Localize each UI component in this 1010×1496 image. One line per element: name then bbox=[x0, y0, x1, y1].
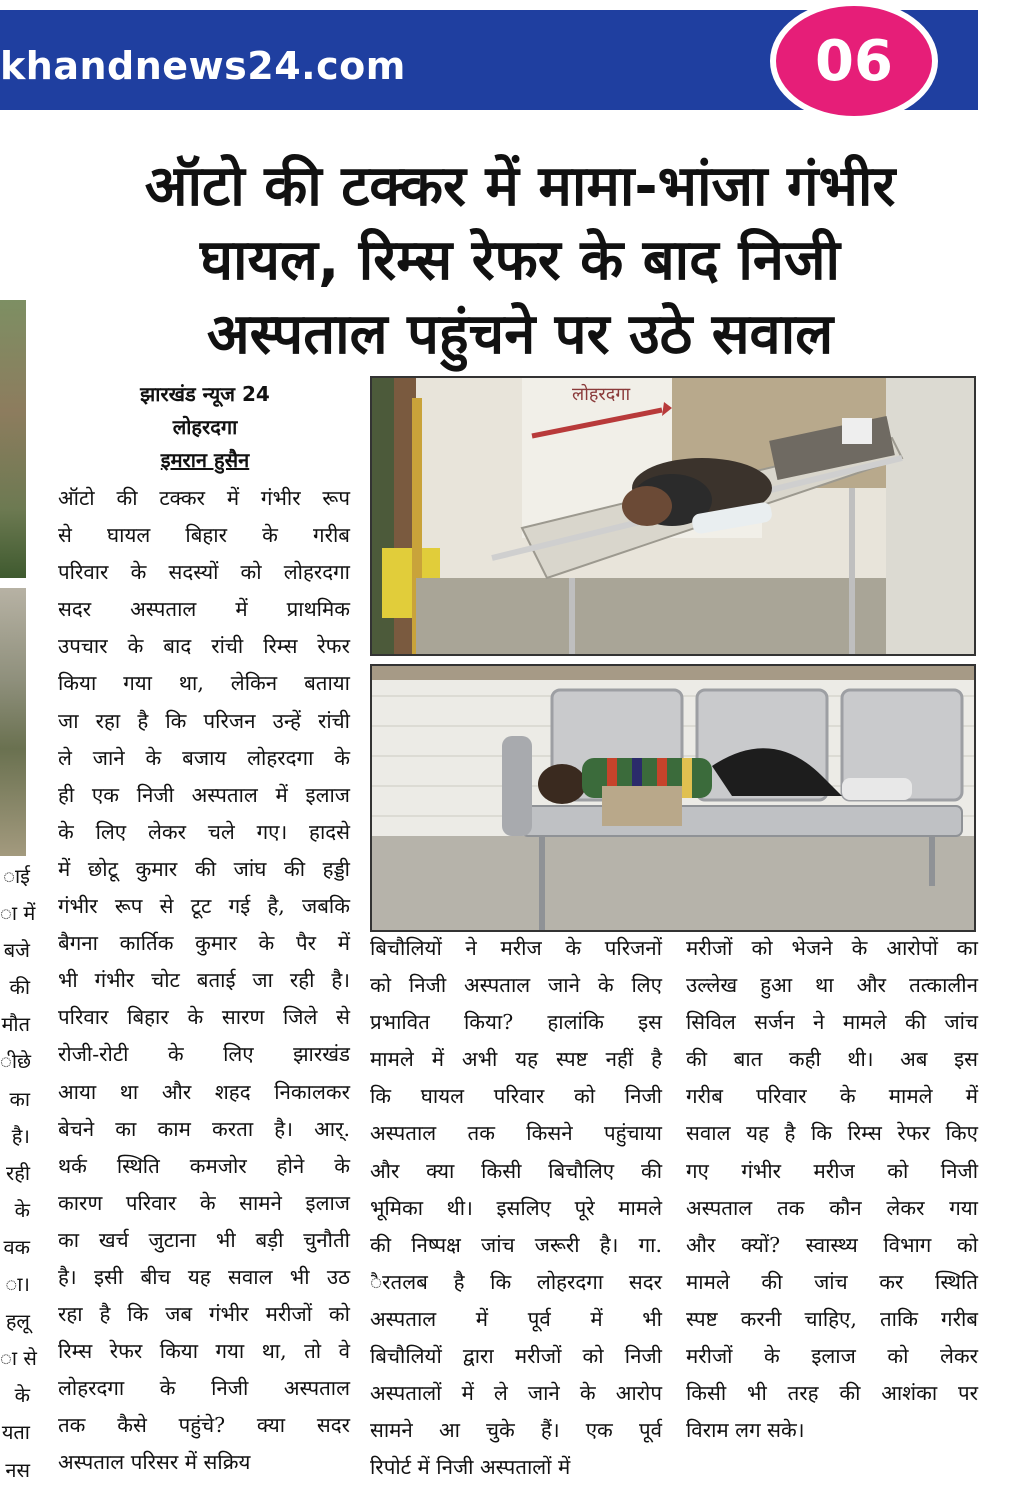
article-line: से घायल बिहार के गरीब bbox=[58, 523, 350, 548]
photo-bench bbox=[370, 664, 976, 932]
headline bbox=[60, 150, 980, 372]
cropped-line: नस bbox=[5, 1457, 30, 1482]
article-line: गंभीर रूप से टूट गई है, जबकि bbox=[58, 894, 350, 919]
article-line: अस्पताल परिसर में सक्रिय bbox=[58, 1450, 251, 1475]
article-line: किसी भी तरह की आशंका पर bbox=[686, 1381, 978, 1406]
cropped-line: रही bbox=[6, 1160, 30, 1185]
cropped-line: ीछे bbox=[0, 1049, 32, 1074]
article-line: मरीजों को भेजने के आरोपों का bbox=[686, 936, 978, 960]
article-column-1 bbox=[58, 480, 350, 1482]
article-line: ले जाने के बजाय लोहरदगा के bbox=[58, 745, 350, 770]
article-line: उल्लेख हुआ था और तत्कालीन bbox=[686, 973, 978, 998]
cropped-line: का bbox=[9, 1086, 30, 1111]
cropped-photo-top bbox=[0, 300, 26, 578]
article-line: की बात कही थी। अब इस bbox=[686, 1047, 978, 1072]
article-line: मरीजों के इलाज को लेकर bbox=[686, 1344, 978, 1369]
article-line: कारण परिवार के सामने इलाज bbox=[58, 1190, 350, 1215]
cropped-line: के bbox=[14, 1383, 30, 1408]
article-line: तक कैसे पहुंचे? क्या सदर bbox=[58, 1413, 350, 1438]
article-line: आया था और शहद निकालकर bbox=[58, 1079, 350, 1104]
cropped-line: है। bbox=[11, 1123, 30, 1148]
byline-author: इमरान हुसैन bbox=[160, 448, 250, 472]
article-line: में छोटू कुमार की जांघ की हड्डी bbox=[58, 856, 350, 881]
cropped-line: ा। bbox=[5, 1272, 30, 1297]
article-line: अस्पताल में पूर्व में भी bbox=[370, 1306, 662, 1331]
article-line: ऑटो की टक्कर में गंभीर रूप bbox=[58, 486, 350, 510]
page-number-badge: 06 bbox=[770, 0, 938, 122]
cropped-line: मौत bbox=[1, 1012, 30, 1037]
article-line: प्रभावित किया? हालांकि इस bbox=[370, 1010, 662, 1035]
article-line: लोहरदगा के निजी अस्पताल bbox=[58, 1376, 350, 1401]
cropped-neighbour-text bbox=[0, 858, 37, 1489]
article-line: गए गंभीर मरीज को निजी bbox=[686, 1158, 978, 1183]
article-line: परिवार बिहार के सारण जिले से bbox=[58, 1005, 350, 1030]
byline-agency: झारखंड न्यूज 24 bbox=[140, 382, 270, 406]
article-line: किया गया था, लेकिन बताया bbox=[58, 671, 350, 696]
article-line: ही एक निजी अस्पताल में इलाज bbox=[58, 782, 350, 807]
cropped-line: ा से bbox=[0, 1346, 37, 1371]
cropped-line: यता bbox=[1, 1420, 30, 1445]
headline-line: अस्पताल पहुंचने पर उठे सवाल bbox=[206, 302, 834, 367]
article-line: और क्या किसी बिचौलिए की bbox=[370, 1158, 662, 1183]
article-column-2 bbox=[370, 930, 662, 1486]
article-line: अस्पतालों में ले जाने के आरोप bbox=[370, 1381, 662, 1406]
cropped-line: वक bbox=[3, 1234, 30, 1259]
article-line: की निष्पक्ष जांच जरूरी है। गा. bbox=[370, 1232, 662, 1257]
cropped-line: की bbox=[9, 975, 30, 1000]
article-line: गरीब परिवार के मामले में bbox=[686, 1084, 978, 1109]
article-line: को निजी अस्पताल जाने के लिए bbox=[370, 973, 662, 998]
article-line: सामने आ चुके हैं। एक पूर्व bbox=[370, 1418, 662, 1443]
cropped-line: ा में bbox=[0, 901, 36, 926]
article-line: रोजी-रोटी के लिए झारखंड bbox=[58, 1042, 350, 1067]
article-line: अस्पताल तक किसने पहुंचाया bbox=[370, 1121, 662, 1146]
article-line: थर्क स्थिति कमजोर होने के bbox=[58, 1153, 350, 1178]
cropped-line: ाई bbox=[3, 864, 30, 888]
article-line: ैरतलब है कि लोहरदगा सदर bbox=[370, 1269, 662, 1294]
article-line: का खर्च जुटाना भी बड़ी चुनौती bbox=[58, 1227, 350, 1252]
article-line: रिम्स रेफर किया गया था, तो वे bbox=[58, 1339, 350, 1364]
article-line: के लिए लेकर चले गए। हादसे bbox=[58, 819, 350, 844]
article-line: रहा है कि जब गंभीर मरीजों को bbox=[58, 1302, 350, 1327]
article-line: सवाल यह है कि रिम्स रेफर किए bbox=[686, 1121, 978, 1146]
article-line: है। इसी बीच यह सवाल भी उठ bbox=[58, 1264, 350, 1289]
headline-line: घायल, रिम्स रेफर के बाद निजी bbox=[199, 228, 841, 293]
byline bbox=[60, 378, 350, 477]
article-line: सदर अस्पताल में प्राथमिक bbox=[58, 597, 350, 622]
article-line: परिवार के सदस्यों को लोहरदगा bbox=[58, 560, 350, 585]
article-line: विराम लग सके। bbox=[686, 1418, 805, 1443]
article-line: जा रहा है कि परिजन उन्हें रांची bbox=[58, 708, 350, 733]
cropped-photo-bottom bbox=[0, 588, 26, 856]
article-line: उपचार के बाद रांची रिम्स रेफर bbox=[58, 634, 350, 659]
sign-text: लोहरदगा bbox=[572, 384, 631, 405]
cropped-line: हलू bbox=[5, 1309, 30, 1334]
article-line: कि घायल परिवार को निजी bbox=[370, 1084, 662, 1109]
article-line: बिचौलियों ने मरीज के परिजनों bbox=[370, 936, 662, 960]
cropped-line: बजे bbox=[3, 938, 30, 963]
article-column-3 bbox=[686, 930, 978, 1449]
article-line: अस्पताल तक कौन लेकर गया bbox=[686, 1195, 978, 1220]
byline-location: लोहरदगा bbox=[172, 415, 238, 439]
headline-line: ऑटो की टक्कर में मामा-भांजा गंभीर bbox=[144, 154, 896, 219]
article-line: मामले की जांच कर स्थिति bbox=[686, 1269, 978, 1294]
site-name: khandnews24.com bbox=[0, 44, 406, 88]
article-line: मामले में अभी यह स्पष्ट नहीं है bbox=[370, 1047, 662, 1072]
article-line: रिपोर्ट में निजी अस्पतालों में bbox=[370, 1455, 571, 1480]
article-line: बेचने का काम करता है। आर्. bbox=[58, 1116, 350, 1141]
article-line: बिचौलियों द्वारा मरीजों को निजी bbox=[370, 1344, 662, 1369]
article-line: सिविल सर्जन ने मामले की जांच bbox=[686, 1010, 978, 1035]
article-line: और क्यों? स्वास्थ्य विभाग को bbox=[686, 1232, 978, 1257]
article-line: स्पष्ट करनी चाहिए, ताकि गरीब bbox=[686, 1306, 978, 1331]
cropped-line: के bbox=[14, 1197, 30, 1222]
article-line: भी गंभीर चोट बताई जा रही है। bbox=[58, 968, 350, 993]
article-line: भूमिका थी। इसलिए पूरे मामले bbox=[370, 1195, 662, 1220]
article-line: बैगना कार्तिक कुमार के पैर में bbox=[58, 931, 350, 956]
photo-stretcher bbox=[370, 376, 976, 656]
